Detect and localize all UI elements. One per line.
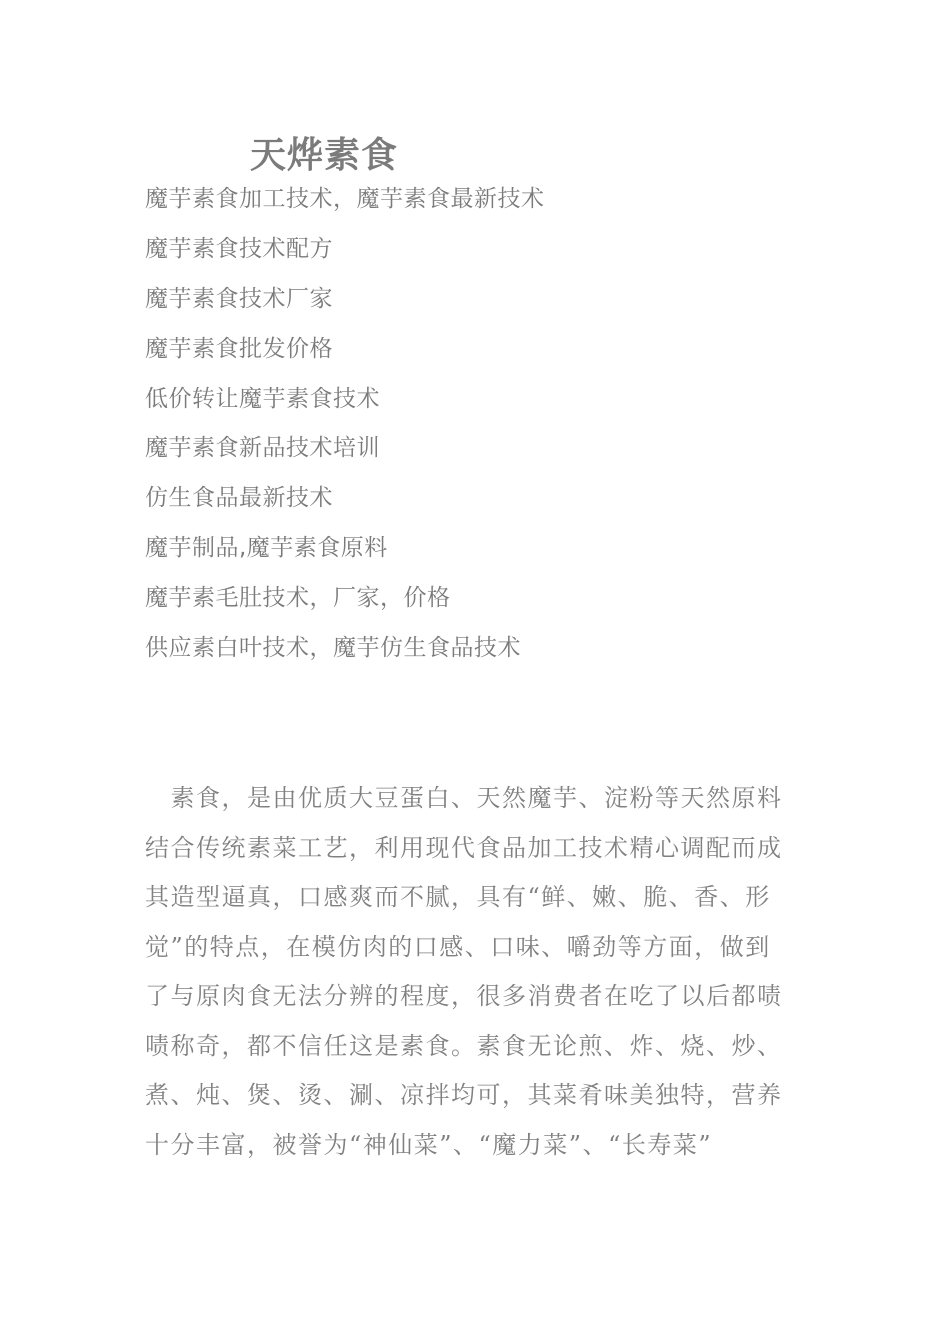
body-line: 其造型逼真，口感爽而不腻，具有“鲜、嫩、脆、香、形: [145, 883, 771, 911]
body-line: 觉”的特点，在模仿肉的口感、口味、嚼劲等方面，做到: [145, 932, 771, 961]
keyword-list: [145, 180, 545, 679]
body-paragraph: [145, 774, 805, 1170]
keyword-item: 魔芋素食新品技术培训: [145, 435, 380, 462]
keyword-item: 低价转让魔芋素食技术: [145, 385, 380, 412]
keyword-item: 魔芋素食批发价格: [145, 335, 333, 362]
keyword-item: 供应素白叶技术，魔芋仿生食品技术: [145, 635, 521, 662]
page-title: 天烨素食: [250, 135, 399, 176]
keyword-item: 魔芋素食技术配方: [145, 235, 333, 262]
keyword-item: 魔芋素毛肚技术，厂家，价格: [145, 585, 451, 612]
body-line: 素食，是由优质大豆蛋白、天然魔芋、淀粉等天然原料: [145, 784, 783, 812]
body-line: 了与原肉食无法分辨的程度，很多消费者在吃了以后都啧: [145, 982, 783, 1010]
keyword-item: 魔芋素食技术厂家: [145, 285, 333, 312]
body-line: 啧称奇，都不信任这是素食。素食无论煎、炸、烧、炒、: [145, 1031, 783, 1060]
keyword-item: 魔芋制品,魔芋素食原料: [145, 535, 388, 562]
keyword-item: 魔芋素食加工技术，魔芋素食最新技术: [145, 186, 545, 212]
body-line: 十分丰富，被誉为“神仙菜”、“魔力菜”、“长寿菜”: [145, 1130, 713, 1159]
body-line: 结合传统素菜工艺，利用现代食品加工技术精心调配而成: [145, 833, 783, 862]
body-line: 煮、炖、煲、烫、涮、凉拌均可，其菜肴味美独特，营养: [145, 1081, 783, 1109]
keyword-item: 仿生食品最新技术: [145, 485, 333, 512]
